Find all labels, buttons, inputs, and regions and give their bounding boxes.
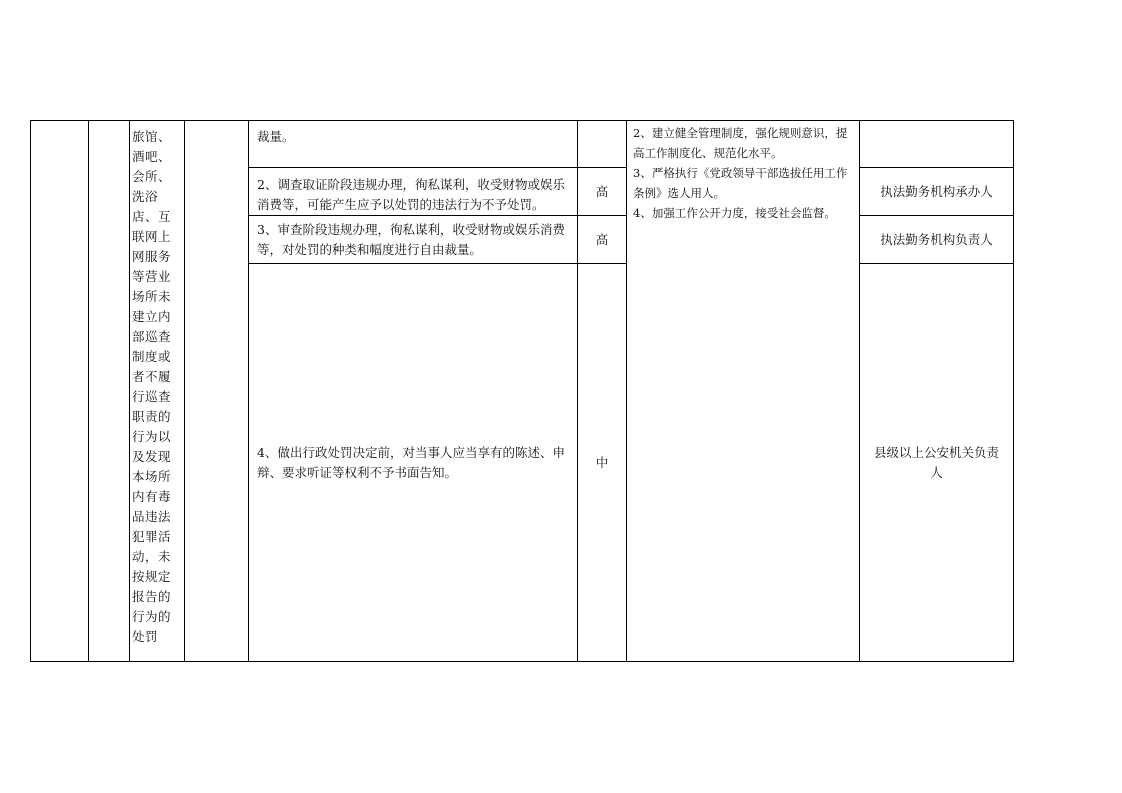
index-cell [31, 121, 89, 662]
responsible-person: 执法勤务机构承办人 [860, 168, 1014, 216]
item-name: 旅馆、酒吧、会所、洗浴店、互联网上网服务等营业场所未建立内部巡查制度或者不履行巡查职责的行为以及发现本场所内有毒品违法犯罪活动，未按规定报告的行为的处罚 [132, 129, 172, 644]
risk-level: 高 [578, 168, 627, 216]
measure-item: 3、严格执行《党政领导干部选拔任用工作条例》选人用人。 [633, 166, 848, 200]
category-cell [89, 121, 130, 662]
risk-description: 裁量。 [249, 121, 578, 168]
risk-level: 高 [578, 216, 627, 264]
measure-item: 4、加强工作公开力度，接受社会监督。 [633, 206, 836, 220]
risk-description: 4、做出行政处罚决定前，对当事人应当享有的陈述、申辩、要求听证等权利不予书面告知。 [249, 264, 578, 662]
risk-level: 中 [578, 264, 627, 662]
responsible-person [860, 121, 1014, 168]
risk-level [578, 121, 627, 168]
responsible-person: 执法勤务机构负责人 [860, 216, 1014, 264]
risk-control-table [30, 120, 1014, 662]
responsible-person: 县级以上公安机关负责人 [860, 264, 1014, 662]
prevention-measures-cell [627, 121, 860, 662]
measure-item: 2、建立健全管理制度，强化规则意识，提高工作制度化、规范化水平。 [633, 126, 848, 160]
risk-description: 3、审查阶段违规办理，徇私谋利，收受财物或娱乐消费等，对处罚的种类和幅度进行自由裁量。 [249, 216, 578, 264]
item-code-cell [185, 121, 249, 662]
item-name-cell [130, 121, 185, 662]
risk-description: 2、调查取证阶段违规办理，徇私谋利，收受财物或娱乐消费等，可能产生应予以处罚的违法行为不予处罚。 [249, 168, 578, 216]
